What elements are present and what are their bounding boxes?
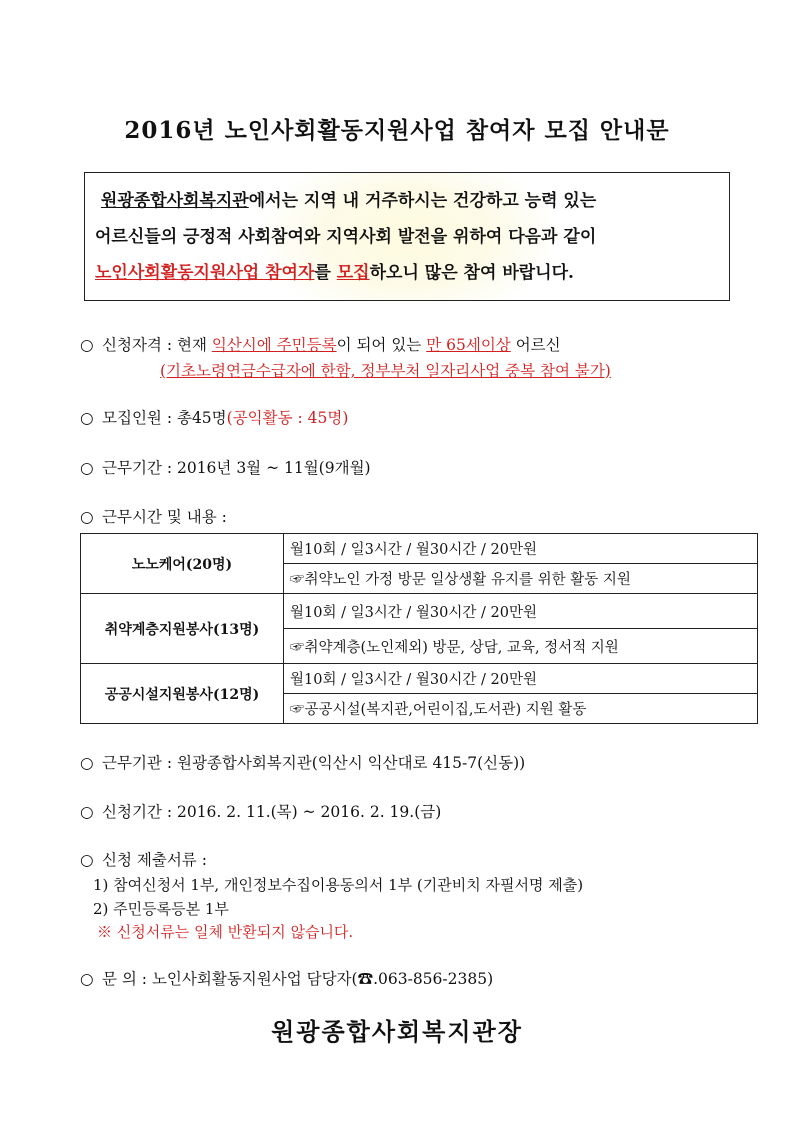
activity-name: 노노케어(20명)	[81, 534, 284, 594]
eligibility-label: 신청자격 : 현재	[102, 336, 212, 354]
eligibility-mid: 이 되어 있는	[336, 336, 427, 354]
bullet-icon: ○	[80, 970, 94, 988]
bullet-icon: ○	[80, 336, 94, 354]
notice-line-1	[95, 183, 719, 219]
activity-schedule: 월10회 / 일3시간 / 월30시간 / 20만원	[284, 664, 758, 694]
notice-line-1-text: 에서는 지역 내 거주하시는 건강하고 능력 있는	[248, 191, 597, 211]
eligibility-age: 만 65세이상	[426, 336, 511, 354]
activity-desc: ☞취약노인 가정 방문 일상생활 유지를 위한 활동 지원	[284, 564, 758, 594]
table-row	[81, 664, 758, 694]
contact-text: 문 의 : 노인사회활동지원사업 담당자(☎.063-856-2385)	[102, 970, 494, 988]
eligibility-residence: 익산시에 주민등록	[211, 336, 337, 354]
bullet-icon: ○	[80, 409, 94, 427]
contact-item	[80, 967, 493, 989]
page-title: 2016년 노인사회활동지원사업 참여자 모집 안내문	[124, 117, 670, 144]
org-name: 원광종합사회복지관	[100, 191, 249, 211]
notice-line-3	[95, 255, 719, 291]
work-table	[80, 533, 758, 724]
activity-schedule: 월10회 / 일3시간 / 월30시간 / 20만원	[284, 534, 758, 564]
workplace-item	[80, 751, 525, 773]
notice-line-2: 어르신들의 긍정적 사회참여와 지역사회 발전을 위하여 다음과 같이	[95, 227, 597, 247]
documents-heading: 신청 제출서류 :	[102, 851, 207, 869]
application-period-text: 신청기간 : 2016. 2. 11.(목) ~ 2016. 2. 19.(금)	[102, 803, 442, 821]
headcount-detail: (공익활동 : 45명)	[226, 409, 349, 427]
program-name: 노인사회활동지원사업 참여자	[95, 263, 315, 283]
documents-item-1: 1) 참여신청서 1부, 개인정보수집이용동의서 1부 (기관비치 자필서명 제출)	[93, 876, 584, 894]
table-row	[81, 534, 758, 564]
activity-name: 공공시설지원봉사(12명)	[81, 664, 284, 724]
eligibility-item	[80, 333, 561, 355]
bullet-icon: ○	[80, 851, 94, 869]
documents-item-2: 2) 주민등록등본 1부	[93, 900, 229, 918]
activity-name: 취약계층지원봉사(13명)	[81, 594, 284, 664]
bullet-icon: ○	[80, 459, 94, 477]
activity-desc: ☞취약계층(노인제외) 방문, 상담, 교육, 정서적 지원	[284, 629, 758, 664]
eligibility-note: (기초노령연금수급자에 한함, 정부부처 일자리사업 중복 참여 불가)	[160, 362, 611, 380]
period-text: 근무기간 : 2016년 3월 ~ 11월(9개월)	[102, 459, 371, 477]
application-period-item	[80, 800, 441, 822]
eligibility-end: 어르신	[510, 336, 561, 354]
headcount-label: 모집인원 : 총45명	[102, 409, 227, 427]
documents-warning: ※ 신청서류는 일체 반환되지 않습니다.	[97, 923, 354, 941]
bullet-icon: ○	[80, 508, 94, 526]
bullet-icon: ○	[80, 803, 94, 821]
hours-heading-text: 근무시간 및 내용 :	[102, 508, 227, 526]
hours-heading	[80, 505, 227, 527]
activity-schedule: 월10회 / 일3시간 / 월30시간 / 20만원	[284, 594, 758, 629]
signature: 원광종합사회복지관장	[271, 1017, 523, 1046]
notice-box	[84, 172, 730, 301]
bullet-icon: ○	[80, 754, 94, 772]
recruit-word: 모집	[336, 263, 370, 283]
notice-mid: 를	[314, 263, 337, 283]
notice-end: 하오니 많은 참여 바랍니다.	[369, 263, 574, 283]
activity-desc: ☞공공시설(복지관,어린이집,도서관) 지원 활동	[284, 694, 758, 724]
table-row	[81, 594, 758, 629]
workplace-text: 근무기관 : 원광종합사회복지관(익산시 익산대로 415-7(신동))	[102, 754, 526, 772]
period-item	[80, 456, 371, 478]
documents-item	[80, 848, 207, 870]
headcount-item	[80, 406, 348, 428]
